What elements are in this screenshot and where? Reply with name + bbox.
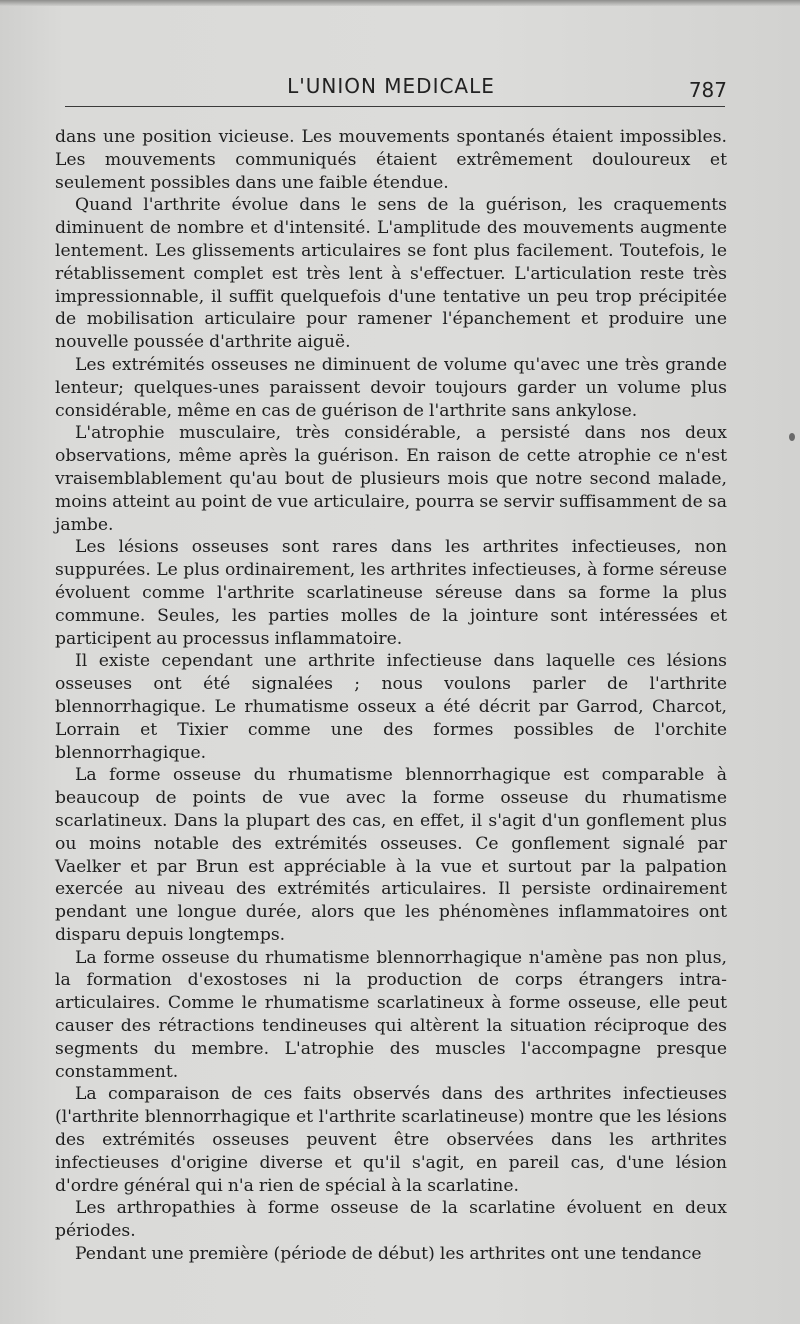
paragraph: La comparaison de ces faits observés dans des arthrites infectieuses (l'arthrite blennorrhagique et l'arthrite scarlatineuse) montre que les lésions des extrémités osseuses peuvent être observées dans les arthrites infectieuses d'origine diverse et qu'il s'agit, en pareil cas, d'une lésion d'ordre général qui n'a rien de spécial à la scarlatine.: [55, 1084, 727, 1196]
paragraph: Les lésions osseuses sont rares dans les arthrites infectieuses, non suppurées. Le plus ordinairement, les arthrites infectieuses, à forme séreuse évoluent comme l'arthrite scarlatineuse séreuse dans sa forme la plus commune. Seules, les parties molles de la jointure sont intéressées et participent au processus inflammatoire.: [55, 537, 727, 649]
header-rule: [65, 106, 725, 107]
paragraph: La forme osseuse du rhumatisme blennorrhagique n'amène pas non plus, la formation d'exostoses ni la production de corps étrangers intra-articulaires. Comme le rhumatisme scarlatineux à forme osseuse, elle peut causer des rétractions tendineuses qui altèrent la situation réciproque des segments du membre. L'atrophie des muscles l'accompagne presque constamment.: [55, 947, 727, 1082]
paragraph: Les extrémités osseuses ne diminuent de volume qu'avec une très grande lenteur; quelques-unes paraissent devoir toujours garder un volume plus considérable, même en cas de guérison de l'arthrite sans ankylose.: [55, 354, 727, 421]
paragraph: Pendant une première (période de début) les arthrites ont une tendance: [75, 1244, 702, 1265]
running-title: L'UNION MEDICALE: [287, 74, 495, 98]
page-top-edge: [0, 0, 800, 6]
paragraph: La forme osseuse du rhumatisme blennorrhagique est comparable à beaucoup de points de vue avec la forme osseuse du rhumatisme scarlatineux. Dans la plupart des cas, en effet, il s'agit d'un gonflement plus ou moins notable des extrémités osseuses. Ce gonflement signalé par Vaelker et par Brun est appréciable à la vue et surtout par la palpation exercée au niveau des extrémités articulaires. Il persiste ordinairement pendant une longue durée, alors que les phénomènes inflammatoires ont disparu depuis longtemps.: [55, 765, 727, 945]
body-text: [55, 126, 727, 1266]
paragraph: dans une position vicieuse. Les mouvements spontanés étaient impossibles. Les mouvements communiqués étaient extrêmement douloureux et seulement possibles dans une faible étendue.: [55, 127, 727, 193]
paragraph: Les arthropathies à forme osseuse de la scarlatine évoluent en deux périodes.: [55, 1198, 727, 1242]
paragraph: Quand l'arthrite évolue dans le sens de la guérison, les craquements diminuent de nombre et d'intensité. L'amplitude des mouvements augmente lentement. Les glissements articulaires se font plus facilement. Toutefois, le rétablissement complet est très lent à s'effectuer. L'articulation reste très impressionnable, il suffit quelquefois d'une tentative un peu trop précipitée de mobilisation articulaire pour ramener l'épanchement et produire une nouvelle poussée d'arthrite aiguë.: [55, 195, 727, 353]
paragraph: Il existe cependant une arthrite infectieuse dans laquelle ces lésions osseuses ont été signalées ; nous voulons parler de l'arthrite blennorrhagique. Le rhumatisme osseux a été décrit par Garrod, Charcot, Lorrain et Tixier comme une des formes possibles de l'orchite blennorrhagique.: [55, 651, 727, 763]
page-header: [55, 70, 727, 110]
ink-speck: [789, 433, 795, 441]
page-number: 787: [688, 78, 727, 102]
paragraph: L'atrophie musculaire, très considérable, a persisté dans nos deux observations, même après la guérison. En raison de cette atrophie ce n'est vraisemblablement qu'au bout de plusieurs mois que notre second malade, moins atteint au point de vue articulaire, pourra se servir suffisamment de sa jambe.: [55, 423, 727, 535]
